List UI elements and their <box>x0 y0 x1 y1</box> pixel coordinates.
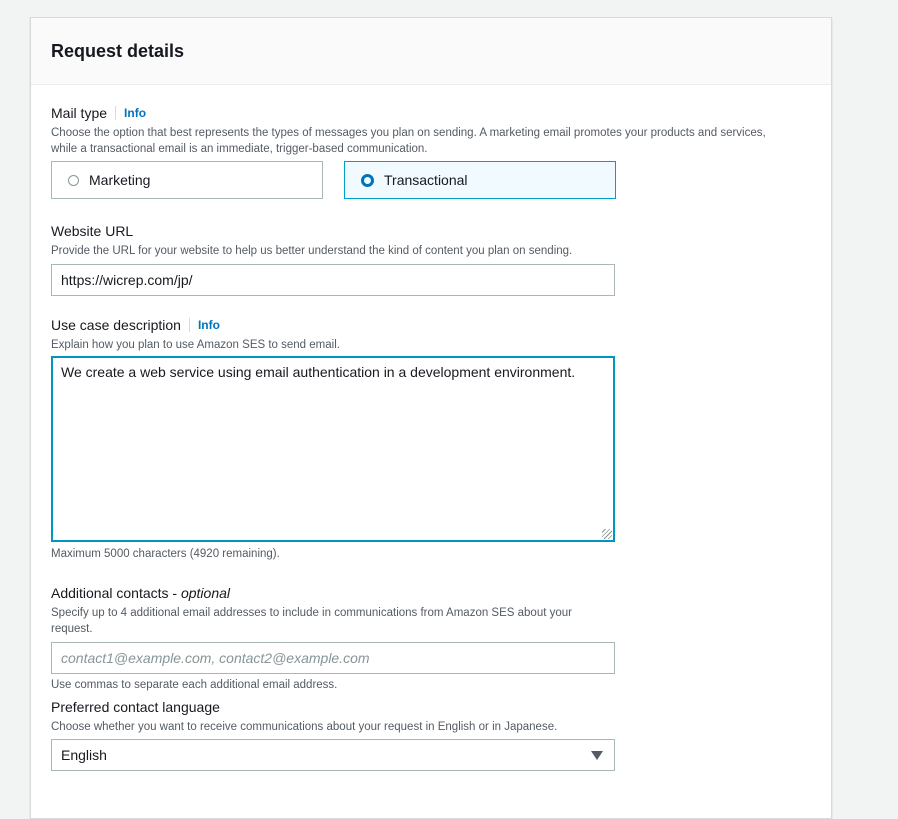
character-count: Maximum 5000 characters (4920 remaining). <box>51 548 280 560</box>
use-case-info-link[interactable]: Info <box>189 318 220 332</box>
contacts-description: Specify up to 4 additional email addresses to include in communications from Amazon SES about your request. <box>51 607 572 635</box>
website-url-field <box>51 221 615 296</box>
contacts-placeholder: contact1@example.com, contact2@example.com <box>61 650 370 666</box>
card-header <box>31 18 831 85</box>
use-case-description: Explain how you plan to use Amazon SES to send email. <box>51 339 340 351</box>
use-case-textarea[interactable] <box>51 356 615 542</box>
language-value: English <box>61 747 107 763</box>
use-case-text: We create a web service using email authentication in a development environment. <box>61 364 576 380</box>
card-title: Request details <box>51 41 185 61</box>
request-details-card <box>30 17 832 819</box>
website-url-label: Website URL <box>51 223 134 239</box>
website-url-input[interactable]: https://wicrep.com/jp/ <box>51 264 615 296</box>
mail-type-field <box>51 103 791 201</box>
radio-marketing[interactable] <box>51 161 323 199</box>
language-description: Choose whether you want to receive communications about your request in English or in Japanese. <box>51 721 558 733</box>
use-case-field <box>51 315 615 560</box>
optional-label: optional <box>180 585 231 601</box>
radio-transactional[interactable] <box>344 161 616 199</box>
contacts-hint: Use commas to separate each additional email address. <box>51 679 338 691</box>
use-case-label: Use case description <box>51 317 181 333</box>
contacts-input[interactable] <box>51 642 615 674</box>
mail-type-description: Choose the option that best represents the types of messages you plan on sending. A marketing email promotes your products and services, while a transactional email is an immediate, trigger-based communication. <box>51 127 766 155</box>
additional-contacts-field <box>51 583 615 691</box>
language-select[interactable] <box>51 739 615 771</box>
radio-label: Marketing <box>89 172 151 188</box>
radio-icon <box>68 175 79 186</box>
resize-handle-icon[interactable] <box>602 529 612 539</box>
mail-type-label: Mail type <box>51 105 108 121</box>
contacts-label: Additional contacts - <box>51 585 181 601</box>
mail-type-info-link[interactable]: Info <box>115 106 146 120</box>
caret-down-icon <box>591 751 603 760</box>
website-url-description: Provide the URL for your website to help us better understand the kind of content you plan on sending. <box>51 245 573 257</box>
language-label: Preferred contact language <box>51 699 220 715</box>
radio-selected-icon <box>361 174 374 187</box>
radio-label: Transactional <box>384 172 468 188</box>
contact-language-field <box>51 697 615 771</box>
